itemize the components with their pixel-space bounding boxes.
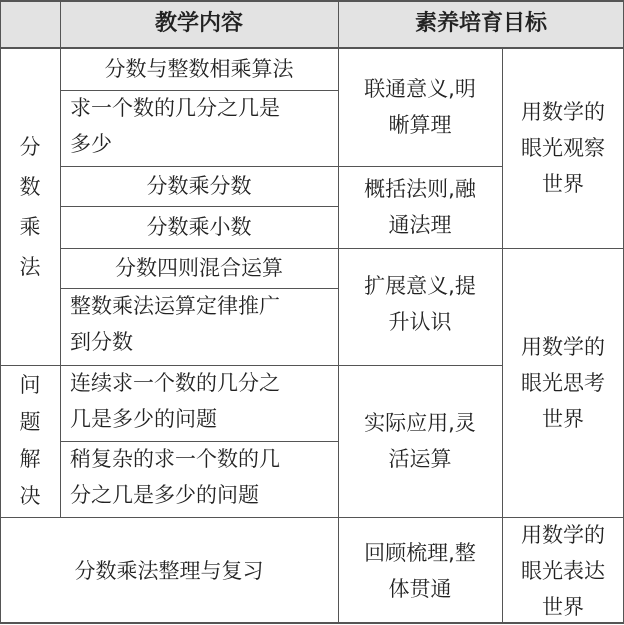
group-problem-solving: [0, 365, 60, 517]
target-text: 用数学的: [521, 100, 605, 124]
content-text: 多少: [70, 132, 112, 156]
border-top: [0, 0, 624, 2]
content-text: 稍复杂的求一个数的几: [70, 447, 280, 471]
goal-text: 回顾梳理,整: [364, 540, 476, 565]
content-review: [0, 517, 338, 624]
content-text: 几是多少的问题: [70, 407, 217, 431]
group-char: 题: [19, 410, 41, 434]
target-text: 眼光观察: [521, 136, 605, 160]
target-text: 世界: [542, 172, 584, 196]
content-row-7: [60, 365, 338, 441]
target-2: [502, 248, 624, 517]
hline-group-split: [0, 365, 502, 366]
vline-group: [60, 0, 61, 517]
goal-text: 扩展意义,提: [364, 274, 476, 298]
content-text: 分数四则混合运算: [115, 256, 283, 280]
content-text: 分数乘法整理与复习: [74, 558, 264, 583]
goal-text: 联通意义,明: [364, 77, 476, 101]
content-row-5: [60, 248, 338, 288]
target-text: 眼光思考: [521, 370, 605, 395]
border-left: [0, 0, 1, 624]
group-char: 解: [19, 447, 41, 471]
target-text: 眼光表达: [521, 558, 605, 583]
content-row-6: [60, 288, 338, 365]
goal-3: [338, 248, 502, 365]
target-text: 世界: [542, 594, 584, 619]
hline-row-1: [60, 90, 338, 91]
hline-review: [0, 517, 624, 518]
content-row-2: [60, 90, 338, 166]
group-char: 问: [19, 373, 41, 397]
content-text: 分数乘分数: [146, 174, 252, 198]
group-char: 乘: [19, 214, 41, 239]
content-row-1: [60, 48, 338, 90]
vline-goal: [502, 48, 503, 624]
target-1: [502, 48, 624, 248]
goal-text: 体贯通: [388, 576, 452, 601]
group-char: 分: [19, 134, 41, 159]
hline-row-4: [60, 248, 624, 249]
content-row-4: [60, 206, 338, 248]
content-text: 求一个数的几分之几是: [70, 96, 280, 120]
content-text: 分数与整数相乘算法: [104, 57, 294, 81]
target-text: 用数学的: [521, 522, 605, 547]
header-bottom-line: [0, 47, 624, 49]
group-char: 法: [19, 254, 41, 279]
content-row-8: [60, 441, 338, 517]
content-text: 到分数: [70, 330, 133, 354]
content-row-3: [60, 166, 338, 206]
goal-5: [338, 517, 502, 624]
group-char: 数: [19, 174, 41, 199]
goal-2: [338, 166, 502, 248]
header-blank-cell: [0, 0, 60, 48]
hline-row-3: [60, 206, 338, 207]
content-text: 分之几是多少的问题: [70, 483, 259, 507]
target-text: 世界: [542, 406, 584, 431]
content-text: 整数乘法运算定律推广: [70, 294, 280, 318]
header-goal-label: 素养培育目标: [414, 11, 547, 36]
header-content-label: 教学内容: [154, 11, 243, 36]
goal-text: 通法理: [388, 213, 452, 237]
hline-row-2: [60, 166, 502, 167]
goal-text: 晰算理: [388, 113, 452, 137]
goal-4: [338, 365, 502, 517]
content-text: 分数乘小数: [146, 215, 252, 239]
content-text: 连续求一个数的几分之: [70, 371, 280, 395]
target-3: [502, 517, 624, 624]
goal-text: 升认识: [388, 310, 452, 334]
goal-1: [338, 48, 502, 166]
goal-text: 概括法则,融: [364, 177, 476, 201]
target-text: 用数学的: [521, 334, 605, 359]
hline-row-5: [60, 288, 338, 289]
vline-content: [338, 0, 339, 624]
goal-text: 活运算: [388, 447, 452, 471]
header-goal: [338, 0, 624, 48]
goal-text: 实际应用,灵: [364, 411, 476, 435]
header-content: [60, 0, 338, 48]
group-multiplication: [0, 48, 60, 365]
group-char: 决: [19, 484, 41, 508]
hline-row-7: [60, 441, 338, 442]
